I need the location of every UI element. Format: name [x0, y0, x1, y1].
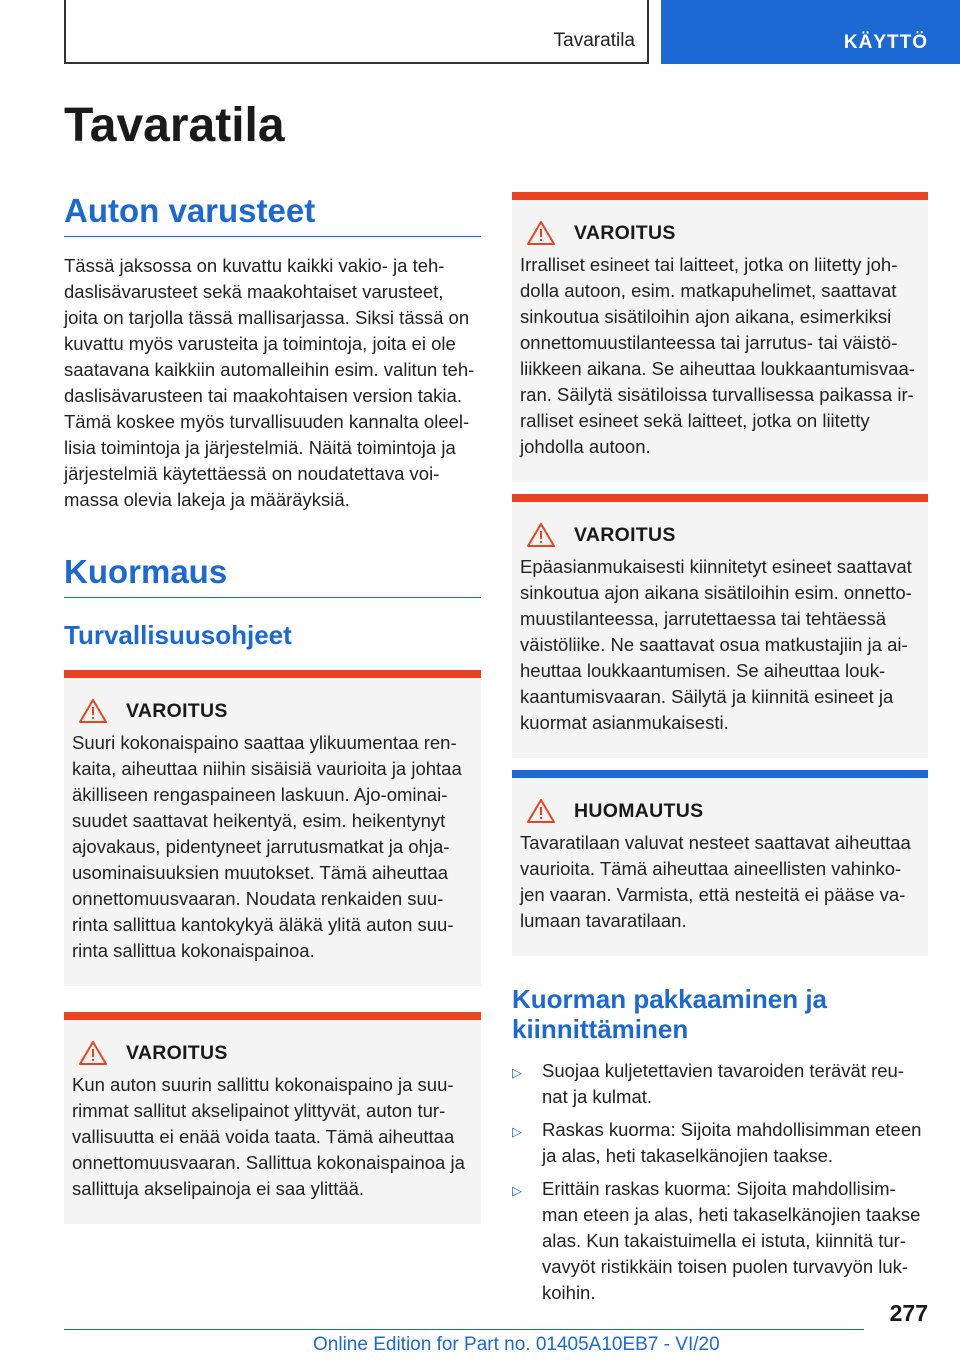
heading-kuorman-pakkaaminen: Kuorman pakkaaminen ja kiinnittäminen [512, 984, 827, 1044]
warning-text: Suuri kokonaispaino saattaa ylikuumentaa ren-kaita, aiheuttaa niihin sisäisiä vaurioita ja johtaa äkilliseen rengaspaineen laskuun. Ajo-ominai-suudet saattavat heikentyä, esim. heikentynyt ajovakaus, pidentyneet jarrutusmatkat ja ohja-usominaisuuksien muutokset. Tämä aiheuttaa onnettomuusvaaran. Noudata renkaiden suu-rinta sallittua kantokykyä äläkä ylitä auton suu-rinta sallittua kokonaispainoa. [72, 732, 462, 961]
warning-header [520, 220, 922, 246]
notice-title: HUOMAUTUS [574, 799, 704, 822]
page-title: Tavaratila [64, 99, 285, 152]
page-number: 277 [889, 1300, 928, 1326]
warning-title: VAROITUS [126, 1041, 228, 1064]
warning-triangle-icon [526, 220, 556, 246]
heading-turvallisuusohjeet: Turvallisuusohjeet [64, 620, 292, 650]
list-item-text: Raskas kuorma: Sijoita mahdollisimman eteen ja alas, heti takaselkänojien taakse. [542, 1119, 922, 1166]
warning-header [72, 698, 475, 724]
left-column [64, 192, 481, 1224]
warning-box [512, 494, 928, 758]
warning-triangle-icon [78, 698, 108, 724]
warning-header [520, 522, 922, 548]
list-item-text: Erittäin raskas kuorma: Sijoita mahdollisim-man eteen ja alas, heti takaselkänojien taakse alas. Kun takaistuimella ei istuta, kiinnitä tur-vavyöt ristikkäin toisen puolen turvavyön luk-koihin. [542, 1178, 921, 1303]
list-item [512, 1117, 928, 1169]
header-chapter-title: KÄYTTÖ [843, 32, 928, 53]
heading-kuormaus: Kuormaus [64, 553, 481, 598]
list-item-text: Suojaa kuljetettavien tavaroiden terävät reu-nat ja kulmat. [542, 1060, 904, 1107]
warning-triangle-icon [526, 522, 556, 548]
notice-box [512, 770, 928, 956]
intro-paragraph: Tässä jaksossa on kuvattu kaikki vakio- ja teh-daslisävarusteet sekä maakohtaiset varusteet, joita on tarjolla tässä mallisarjassa. Siksi tässä on kuvattu myös varusteita ja toimintoja, joita ei ole saatavana kaikkiin automalleihin esim. valitun teh-daslisävarusteen tai maakohtaisen version takia. Tämä koskee myös turvallisuuden kannalta oleel-lisia toimintoja ja järjestelmiä. Näitä toimintoja ja järjestelmiä käytettäessä on noudatettava voi-massa olevia lakeja ja määräyksiä. [64, 255, 475, 510]
warning-title: VAROITUS [574, 221, 676, 244]
warning-triangle-icon [526, 798, 556, 824]
list-item [512, 1176, 928, 1306]
warning-text: Kun auton suurin sallittu kokonaispaino ja suu-rimmat sallitut akselipainot ylittyvät, auton tur-vallisuutta ei enää voida taata. Tämä aiheuttaa onnettomuusvaaran. Sallittua kokonaispainoa ja sallittuja akselipainoja ei saa ylittää. [72, 1074, 465, 1199]
triangle-right-icon: ▷ [512, 1183, 522, 1198]
footer-edition: Online Edition for Part no. 01405A10EB7 - VI/20 [313, 1334, 720, 1355]
header-chapter-tab [661, 0, 960, 64]
triangle-right-icon: ▷ [512, 1124, 522, 1139]
header-section-title: Tavaratila [553, 30, 635, 51]
warning-box [64, 1012, 481, 1224]
warning-text: Epäasianmukaisesti kiinnitetyt esineet saattavat sinkoutua ajon aikana sisätiloihin esim. onnetto-muustilanteessa, jarrutettaessa tai tehtäessä väistöliike. Ne saattavat osua matkustajiin ja ai-heuttaa loukkaantumisen. Se aiheuttaa louk-kaantumisvaaran. Säilytä ja kiinnitä esineet ja kuormat asianmukaisesti. [520, 556, 912, 733]
steps-list [512, 1058, 928, 1306]
warning-title: VAROITUS [126, 699, 228, 722]
warning-box [512, 192, 928, 482]
warning-header [72, 1040, 475, 1066]
header-section-tab [64, 0, 649, 64]
warning-triangle-icon [78, 1040, 108, 1066]
list-item [512, 1058, 928, 1110]
right-column [512, 192, 928, 1313]
warning-text: Irralliset esineet tai laitteet, jotka on liitetty joh-dolla autoon, esim. matkapuhelimet, saattavat sinkoutua sisätiloihin ajon aikana, esimerkiksi onnettomuustilanteessa tai jarrutus- tai väistö-liikkeen aikana. Se aiheuttaa loukkaantumisvaa-ran. Säilytä sisätiloissa turvallisessa paikassa ir-ralliset esineet sekä laitteet, jotka on liitetty johdolla autoon. [520, 254, 915, 457]
footer-divider [64, 1329, 864, 1330]
heading-auton-varusteet: Auton varusteet [64, 192, 481, 237]
warning-box [64, 670, 481, 986]
notice-text: Tavaratilaan valuvat nesteet saattavat aiheuttaa vaurioita. Tämä aiheuttaa aineellisten vahinko-jen vaaran. Varmista, että nesteitä ei pääse va-lumaan tavaratilaan. [520, 832, 911, 931]
warning-title: VAROITUS [574, 523, 676, 546]
triangle-right-icon: ▷ [512, 1065, 522, 1080]
notice-header [520, 798, 922, 824]
